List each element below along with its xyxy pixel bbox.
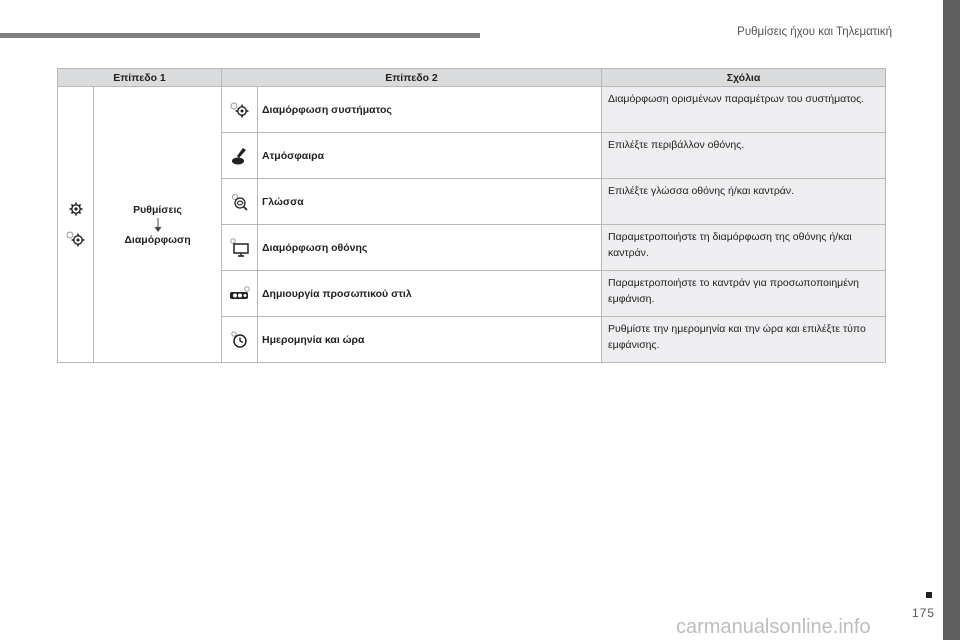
running-header: Ρυθμίσεις ήχου και Τηλεματική bbox=[737, 26, 892, 38]
row-note: Παραμετροποιήστε τη διαμόρφωση της οθόνης ή/και καντράν. bbox=[602, 225, 886, 271]
row-note: Διαμόρφωση ορισμένων παραμέτρων του συστήματος. bbox=[602, 87, 886, 133]
header-level1: Επίπεδο 1 bbox=[58, 69, 222, 87]
level1-label-settings: Ρυθμίσεις bbox=[133, 203, 182, 216]
row-icon-cell bbox=[222, 271, 258, 317]
row-label: Δημιουργία προσωπικού στιλ bbox=[258, 271, 602, 317]
language-icon bbox=[222, 193, 257, 211]
clock-icon bbox=[222, 330, 257, 350]
row-icon-cell bbox=[222, 87, 258, 133]
screen-config-icon bbox=[222, 238, 257, 258]
settings-table bbox=[57, 68, 886, 363]
row-note: Επιλέξτε γλώσσα οθόνης ή/και καντράν. bbox=[602, 179, 886, 225]
page-marker bbox=[926, 592, 932, 598]
row-label: Διαμόρφωση οθόνης bbox=[258, 225, 602, 271]
atmosphere-icon bbox=[222, 146, 257, 166]
page-number: 175 bbox=[912, 606, 936, 620]
level1-labels-cell bbox=[94, 87, 222, 363]
row-label: Διαμόρφωση συστήματος bbox=[258, 87, 602, 133]
header-level2: Επίπεδο 2 bbox=[222, 69, 602, 87]
watermark: carmanualsonline.info bbox=[676, 616, 871, 638]
row-note: Επιλέξτε περιβάλλον οθόνης. bbox=[602, 133, 886, 179]
row-icon-cell bbox=[222, 179, 258, 225]
page-edge-strip bbox=[943, 0, 960, 640]
settings-config-icon bbox=[65, 230, 87, 248]
system-config-icon bbox=[222, 101, 257, 119]
table-header-row bbox=[58, 69, 886, 87]
level1-label-configuration: Διαμόρφωση bbox=[124, 233, 191, 246]
row-label: Ατμόσφαιρα bbox=[258, 133, 602, 179]
row-note: Ρυθμίστε την ημερομηνία και την ώρα και επιλέξτε τύπο εμφάνισης. bbox=[602, 317, 886, 363]
row-label: Γλώσσα bbox=[258, 179, 602, 225]
header-comments: Σχόλια bbox=[602, 69, 886, 87]
top-decor-bar bbox=[0, 33, 480, 38]
level1-icons-cell bbox=[58, 87, 94, 363]
row-label: Ημερομηνία και ώρα bbox=[258, 317, 602, 363]
row-icon-cell bbox=[222, 225, 258, 271]
row-icon-cell bbox=[222, 317, 258, 363]
table-row bbox=[58, 87, 886, 133]
settings-gear-icon bbox=[69, 202, 83, 216]
row-icon-cell bbox=[222, 133, 258, 179]
row-note: Παραμετροποιήστε το καντράν για προσωποποιημένη εμφάνιση. bbox=[602, 271, 886, 317]
down-arrow-icon bbox=[153, 218, 163, 232]
personal-style-icon bbox=[222, 286, 257, 302]
